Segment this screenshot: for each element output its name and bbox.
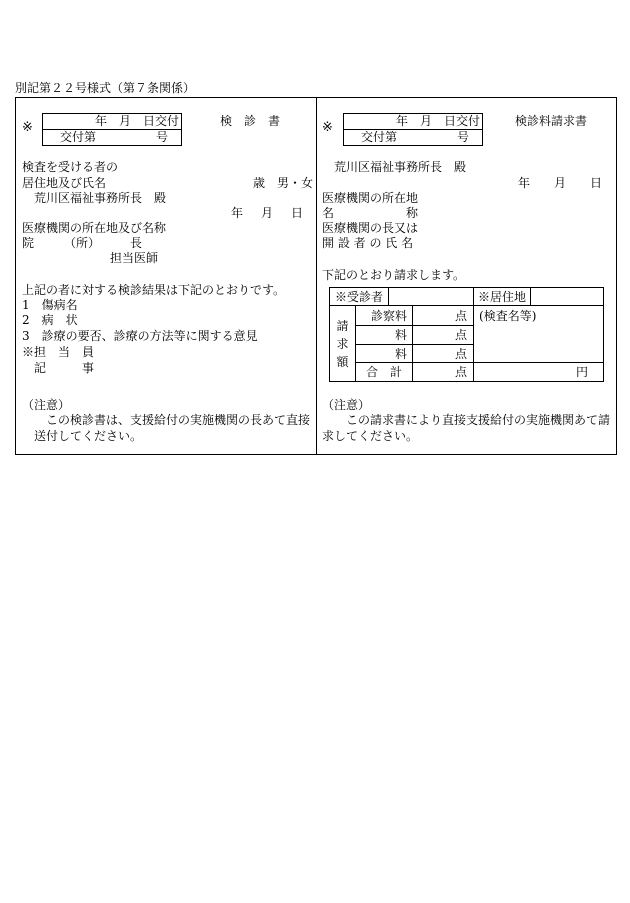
issue-date: 年 月 日交付 xyxy=(396,114,481,128)
residence-label: ※居住地 xyxy=(474,288,531,306)
officer-label: ※担 当 員 xyxy=(22,345,95,359)
points-unit: 点 xyxy=(413,306,474,326)
examinee-value-cell xyxy=(389,288,474,306)
note-title: （注意） xyxy=(322,398,371,412)
addressee: 荒川区福祉事務所長 殿 xyxy=(34,191,167,205)
item-diagnosis: 1 傷病名 xyxy=(22,298,78,312)
director-label: 院 （所） 長 xyxy=(22,236,143,250)
issue-date: 年 月 日交付 xyxy=(95,114,180,128)
age-sex-label: 歳 男・女 xyxy=(253,176,314,190)
exam-fee-claim-panel xyxy=(317,98,616,454)
claim-amount-cell xyxy=(330,306,356,382)
head-label-line2: 開 設 者 の 氏 名 xyxy=(322,236,414,250)
request-text: 下記のとおり請求します。 xyxy=(322,268,466,282)
institution-label: 医療機関の所在地及び名称 xyxy=(22,221,167,235)
issue-box xyxy=(42,113,182,146)
examinee-label-line1: 検査を受ける者の xyxy=(22,160,119,174)
certificate-date: 年 月 日 xyxy=(231,206,302,220)
institution-address-label: 医療機関の所在地 xyxy=(322,191,419,205)
fee-label: 料 xyxy=(356,326,413,345)
yen-unit: 円 xyxy=(474,363,604,382)
form-number: 別記第２２号様式（第７条関係） xyxy=(15,81,196,95)
table-row xyxy=(330,288,604,306)
exam-certificate-title: 検 診 書 xyxy=(220,114,281,128)
note-line: この請求書により直接支援給付の実施機関あて請 xyxy=(346,413,611,427)
issue-box xyxy=(343,113,483,146)
issue-number: 交付第 号 xyxy=(361,130,470,144)
examinee-label: ※受診者 xyxy=(330,288,389,306)
residence-value-cell xyxy=(531,288,604,306)
exam-certificate-panel xyxy=(16,98,316,454)
points-unit: 点 xyxy=(413,326,474,345)
note-line: 求してください。 xyxy=(322,429,419,443)
total-label: 合 計 xyxy=(356,363,413,382)
examinee-label-line2: 居住地及び氏名 xyxy=(22,176,107,190)
item-treatment-opinion: 3 診療の要否、診療の方法等に関する意見 xyxy=(22,329,258,343)
exam-name-label: (検査名等) xyxy=(479,309,537,323)
official-use-mark: ※ xyxy=(322,120,333,135)
doctor-label: 担当医師 xyxy=(110,251,159,265)
claim-amount-label: 請求額 xyxy=(336,318,349,369)
exam-name-cell xyxy=(474,306,604,363)
fee-claim-title: 検診料請求書 xyxy=(515,114,588,128)
points-unit: 点 xyxy=(413,345,474,363)
table-row xyxy=(330,306,604,326)
claim-table xyxy=(329,287,604,382)
note-line: この検診書は、支援給付の実施機関の長あて直接 xyxy=(46,413,311,427)
note-title: （注意） xyxy=(22,398,71,412)
head-label-line1: 医療機関の長又は xyxy=(322,221,419,235)
item-condition: 2 病 状 xyxy=(22,313,78,327)
table-row xyxy=(330,363,604,382)
fee-label: 料 xyxy=(356,345,413,363)
addressee: 荒川区福祉事務所長 殿 xyxy=(334,160,467,174)
note-line: 送付してください。 xyxy=(34,429,143,443)
remarks-label: 記 事 xyxy=(34,361,95,375)
result-intro: 上記の者に対する検診結果は下記のとおりです。 xyxy=(22,283,286,297)
official-use-mark: ※ xyxy=(22,120,33,135)
claim-date: 年 月 日 xyxy=(518,176,603,190)
points-unit: 点 xyxy=(413,363,474,382)
issue-number: 交付第 号 xyxy=(60,130,169,144)
fee-label-consultation: 診察料 xyxy=(356,306,413,326)
institution-name-label: 名 称 xyxy=(322,206,419,220)
